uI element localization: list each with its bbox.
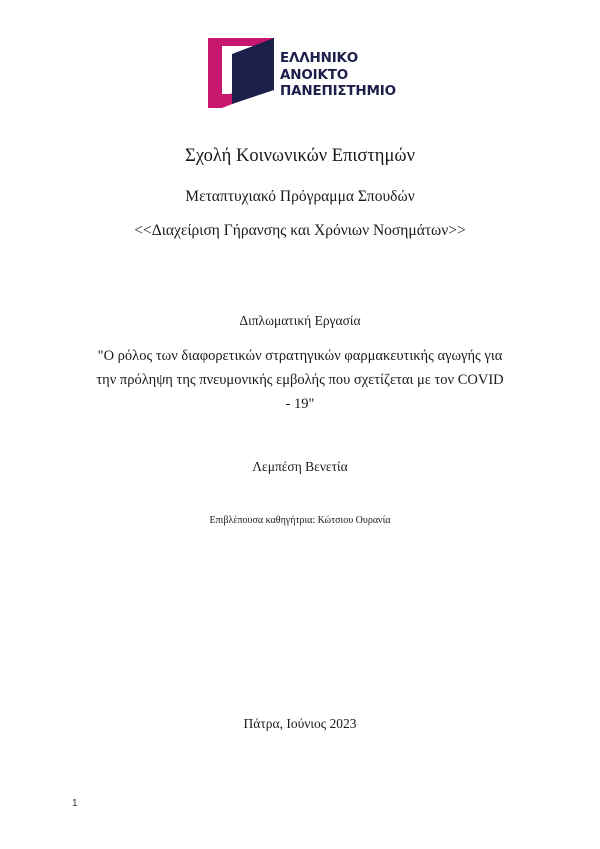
author-name: Λεμπέση Βενετία: [252, 459, 348, 474]
university-logo: [208, 36, 398, 108]
program-type: Μεταπτυχιακό Πρόγραμμα Σπουδών: [185, 188, 415, 205]
logo-line-1: ΕΛΛΗΝΙΚΟ: [280, 50, 359, 66]
thesis-title: [60, 344, 540, 416]
school-name: Σχολή Κοινωνικών Επιστημών: [185, 146, 415, 166]
thesis-label: Διπλωματική Εργασία: [239, 313, 361, 328]
logo-line-3: ΠΑΝΕΠΙΣΤΗΜΙΟ: [280, 83, 396, 99]
thesis-title-line-1: "Ο ρόλος των διαφορετικών στρατηγικών φαρμακευτικής αγωγής για: [97, 348, 503, 364]
page-number: 1: [72, 798, 78, 809]
logo-emblem-icon: [208, 36, 276, 108]
thesis-title-line-2: την πρόληψη της πνευμονικής εμβολής που σχετίζεται με τον COVID: [96, 372, 504, 388]
logo-wordmark: [280, 50, 396, 100]
logo-line-2: ΑΝΟΙΚΤΟ: [280, 66, 348, 83]
place-date: Πάτρα, Ιούνιος 2023: [243, 716, 357, 731]
supervisor-line: Επιβλέπουσα καθηγήτρια: Κώτσιου Ουρανία: [209, 515, 391, 526]
thesis-title-line-3: - 19": [285, 396, 315, 412]
program-name: <<Διαχείριση Γήρανσης και Χρόνιων Νοσημάτων>>: [134, 222, 466, 239]
